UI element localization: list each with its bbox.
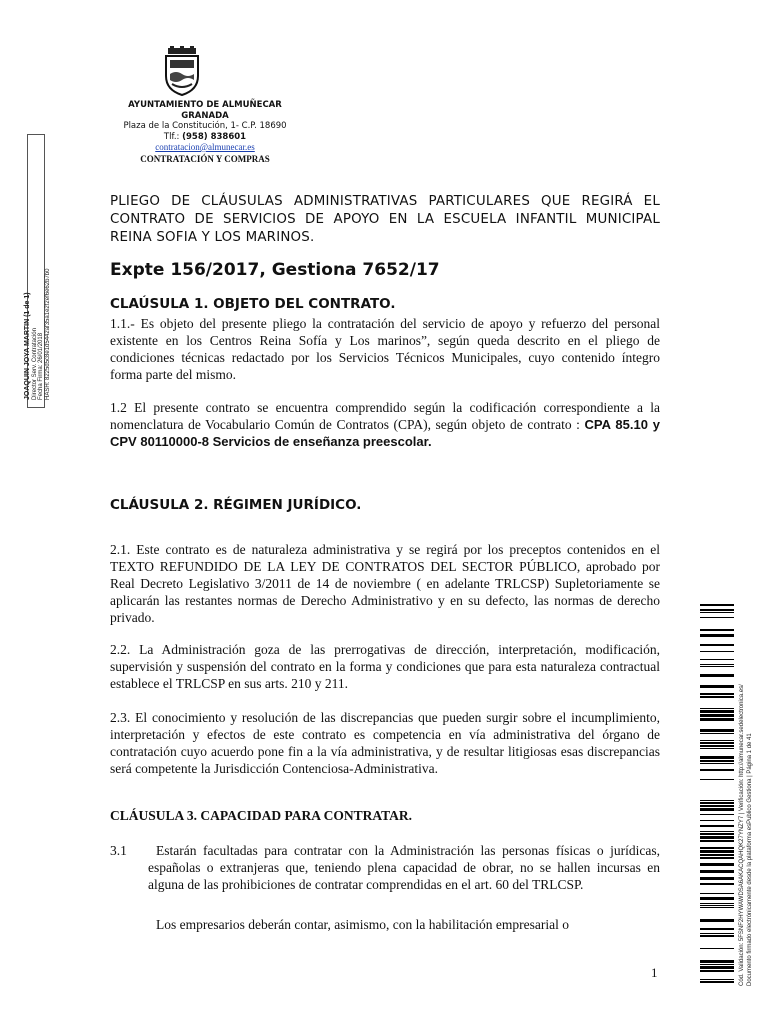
paragraph-3-1-text: Estarán facultadas para contratar con la Administración las personas físicas o jurídicas, españolas o extranjeras que, teniendo plena capacidad de obrar, no se hallen incursas en alguna de las prohibiciones de contratar comprendidas en el art. 60 del TRLCSP. [148,843,660,892]
signature-hash: HASH: 8225d5c8e1d5442af35a1e2f2ef6e62b7b0 [44,268,51,400]
clause-3-heading: CLÁUSULA 3. CAPACIDAD PARA CONTRATAR. [110,808,413,823]
paragraph-1-2: 1.2 El presente contrato se encuentra comprendido según la codificación correspondiente a la nomenclatura de Vocabulario Común de Contratos (CPA), según objeto de contrato : CPA 85.10 y CPV 80110000-8 Servicios de enseñanza preescolar. [110,400,660,449]
letterhead [110,100,300,164]
file-number: Expte 156/2017, Gestiona 7652/17 [110,260,440,280]
paragraph-2-3: 2.3. El conocimiento y resolución de las discrepancias que pueden surgir sobre el incumplimiento, interpretación y efectos de este contrato es competencia en vía administrativa del órgano de contratación cuyo acuerdo pone fin a la vía administrativa, y de resultar litigiosas esas discrepancias será competente la Jurisdicción Contenciosa-Administrativa. [110,710,660,776]
signer-name: JOAQUIN JOYA MARTIN (1 de 1) [24,292,31,400]
org-address: Plaza de la Constitución, 1- C.P. 18690 [123,121,287,131]
page-number: 1 [651,965,658,980]
verification-line-1: Cód. Validación: 5FSNF2HYWAWDSA6AKACQAHQK27YNZY7 | Verificación: http://almunecar.sedelectronica.es/ [739,684,745,986]
signer-role: Director Serv. Contratación [31,328,38,400]
org-email-link[interactable]: contratacion@almunecar.es [155,142,255,152]
paragraph-3-1b: Los empresarios deberán contar, asimismo, con la habilitación empresarial o [156,917,569,932]
verification-line-2: Documento firmado electrónicamente desde la plataforma esPublico Gestiona | Página 1 de 41 [747,733,753,986]
paragraph-2-1: 2.1. Este contrato es de naturaleza administrativa y se regirá por los preceptos contenidos en el TEXTO REFUNDIDO DE LA LEY DE CONTRATOS DEL SECTOR PÚBLICO, aprobado por Real Decreto Legislativo 3/2011 de 14 de noviembre ( en adelante TRLCSP) Supletoriamente se aplicarán las restantes normas de Derecho Administrativo y en su defecto, las normas de derecho privado. [110,542,660,625]
signature-date: Fecha Firma: 26/01/2018 [38,332,45,400]
paragraph-2-2: 2.2. La Administración goza de las prerrogativas de dirección, interpretación, modificación, supervisión y suspensión del contrato en la forma y condiciones que para esta naturaleza contractual establece el TRLCSP en sus arts. 210 y 211. [110,642,660,691]
clause-2-heading: CLÁUSULA 2. RÉGIMEN JURÍDICO. [110,497,362,513]
paragraph-3-1-number: 3.1 [110,843,127,858]
verification-text [738,606,764,986]
org-name: AYUNTAMIENTO DE ALMUÑECAR [128,100,282,110]
document-title: PLIEGO DE CLÁUSULAS ADMINISTRATIVAS PARTICULARES QUE REGIRÁ EL CONTRATO DE SERVICIOS DE APOYO EN LA ESCUELA INFANTIL MUNICIPAL REINA SOFIA Y LOS MARINOS. [110,194,660,245]
org-phone: Tlf.: (958) 838601 [163,131,247,142]
cpv-codes: CPA 85.10 y CPV 80110000-8 Servicios de enseñanza preescolar. [110,417,660,449]
barcode [700,604,734,986]
signature-stamp [25,160,65,400]
clause-1-heading: CLAÚSULA 1. OBJETO DEL CONTRATO. [110,296,396,312]
paragraph-3-1 [110,842,660,893]
org-department: CONTRATACIÓN Y COMPRAS [140,153,270,164]
org-province: GRANADA [181,110,229,121]
municipal-crest-icon [160,46,204,96]
paragraph-1-1: 1.1.- Es objeto del presente pliego la contratación del servicio de apoyo y refuerzo del personal existente en los Centros Reina Sofía y Los marinos”, según queda descrito en el pliego de condiciones técnicas redactado por los Servicios Técnicos Municipales, cuyo contenido íntegro forma parte del mismo. [110,316,660,382]
